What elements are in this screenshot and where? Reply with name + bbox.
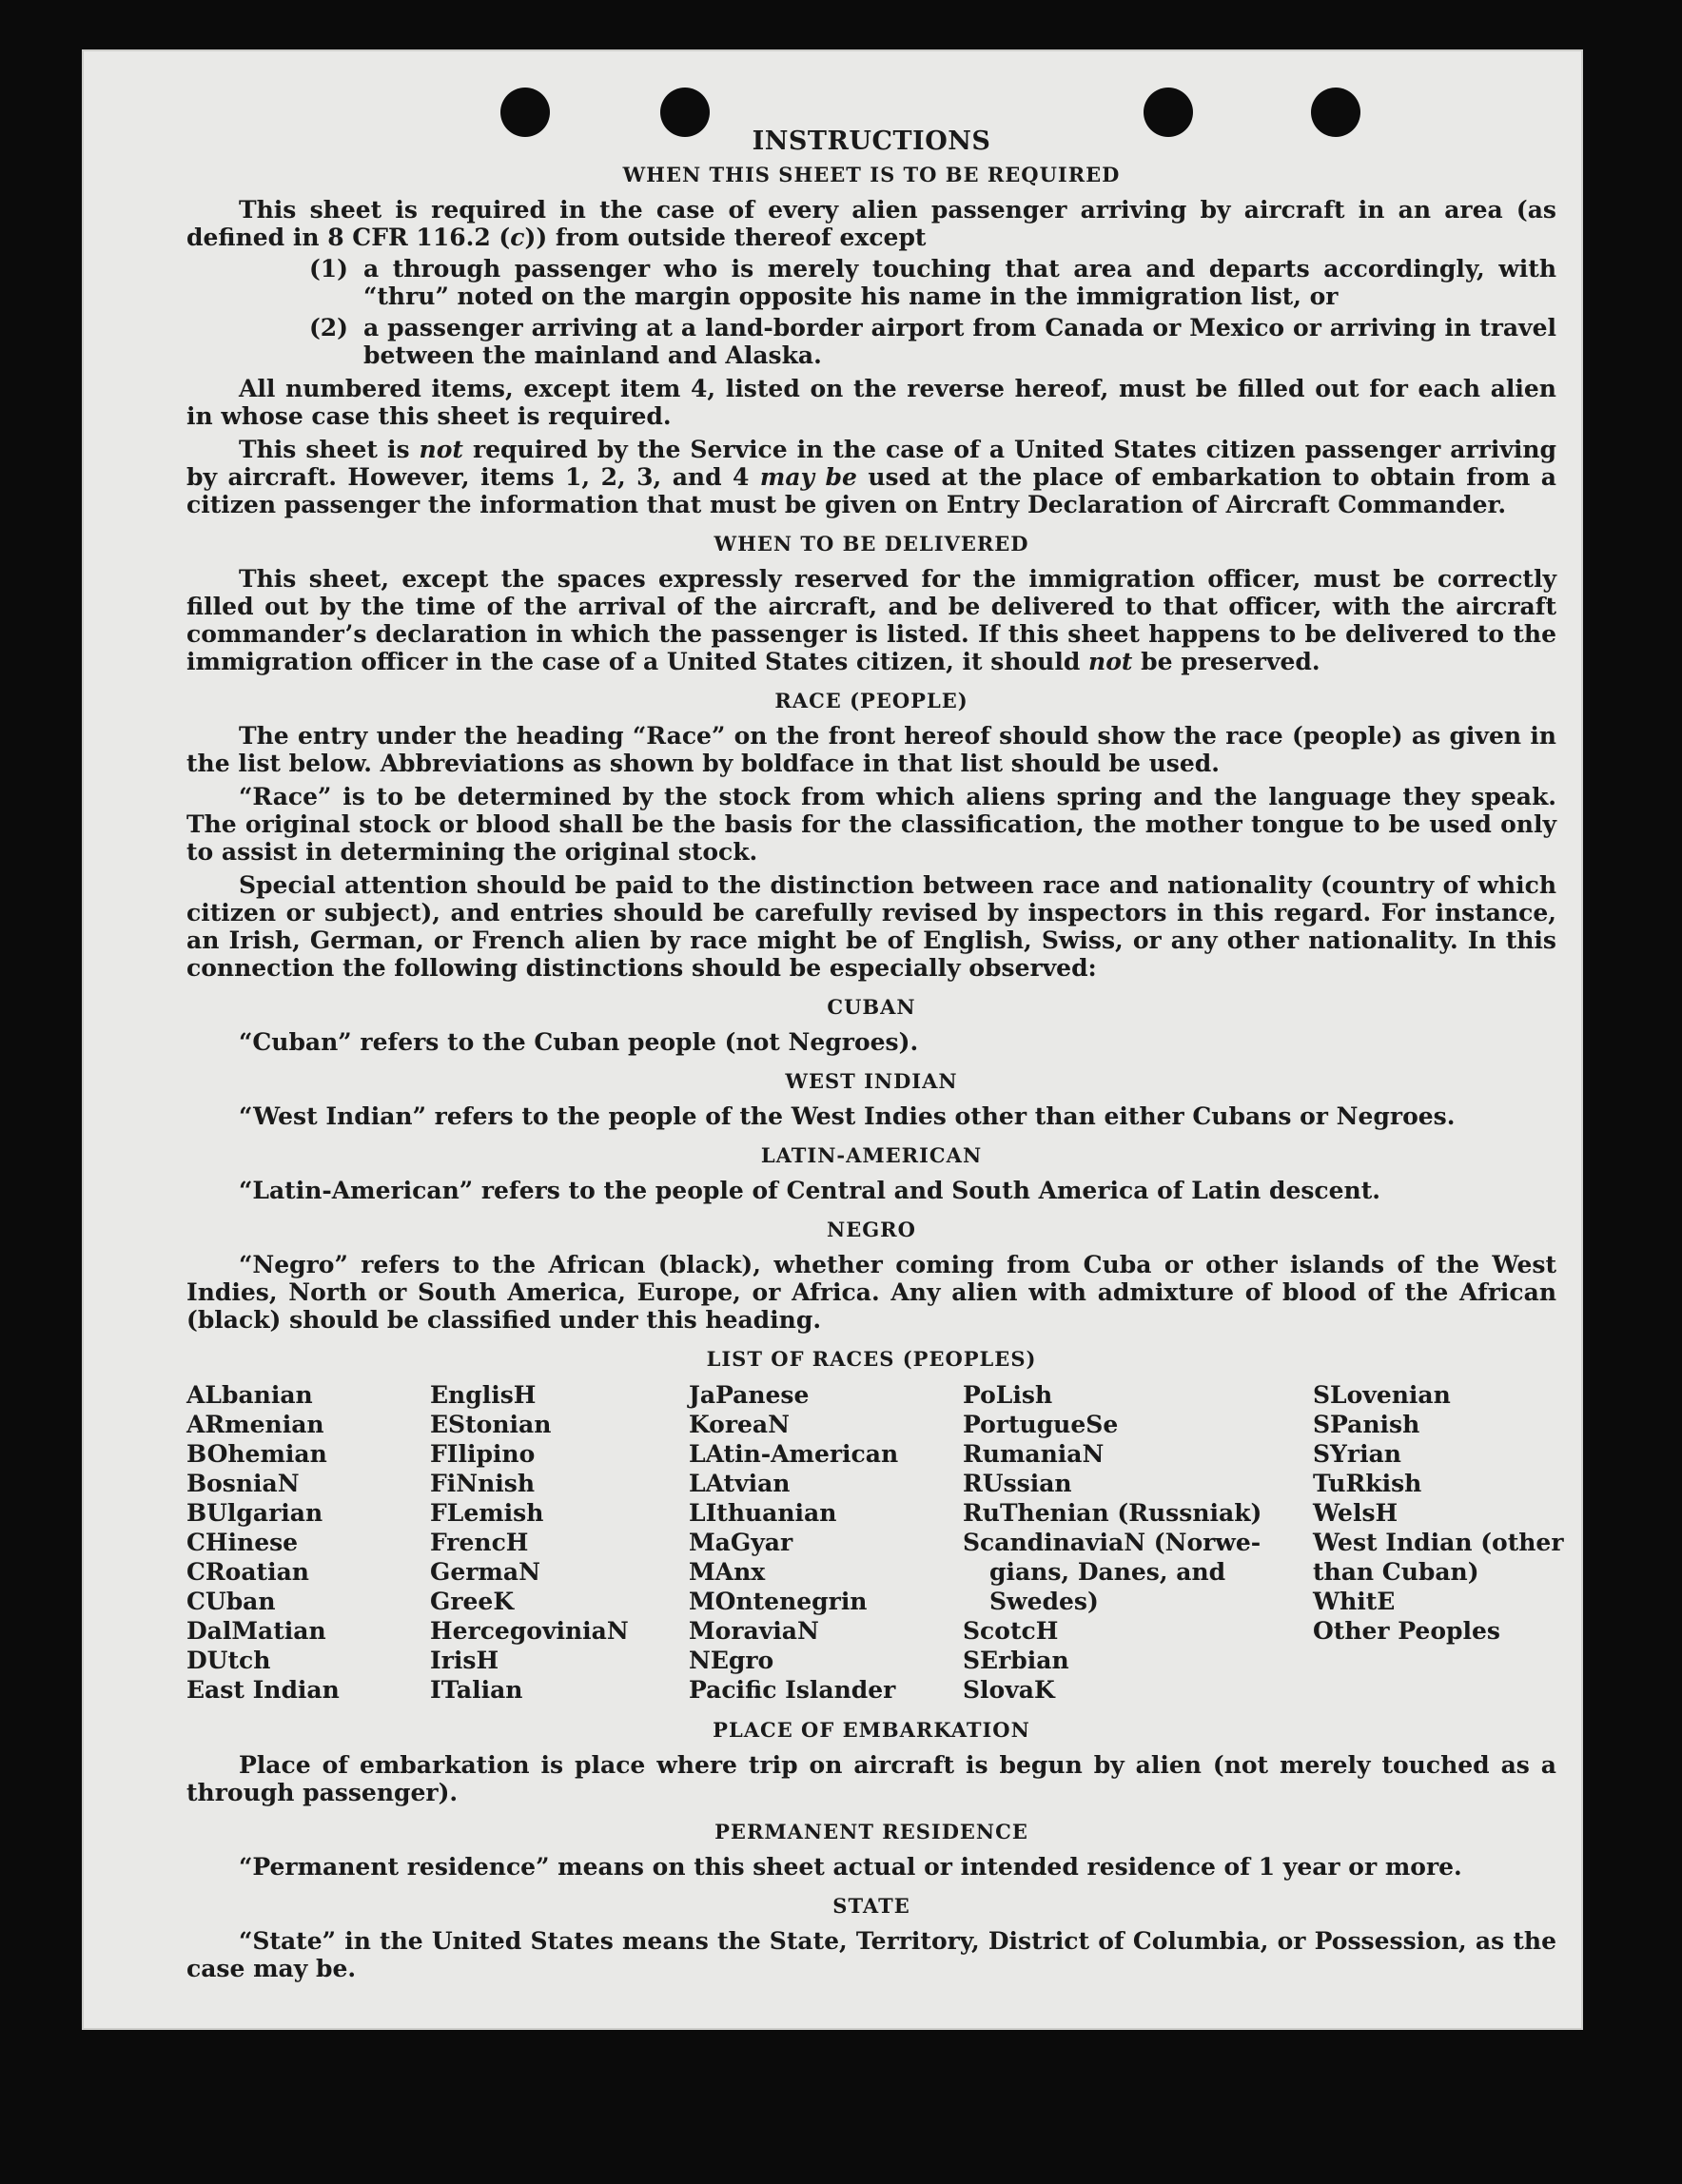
latin-american-heading: LATIN-AMERICAN <box>760 1143 983 1167</box>
race-item: IrisH <box>430 1647 499 1674</box>
race-item: FiNnish <box>430 1470 536 1497</box>
race-item: ALbanian <box>186 1381 313 1409</box>
race-item: JaPanese <box>689 1381 810 1409</box>
page-title: INSTRUCTIONS <box>752 127 991 156</box>
race-item: MAnx <box>689 1558 766 1586</box>
race-item: PoLish <box>963 1381 1053 1409</box>
race-item: MOntenegrin <box>689 1588 868 1615</box>
cuban-heading: CUBAN <box>827 995 916 1019</box>
race-item: BosniaN <box>186 1470 300 1497</box>
race-item: DalMatian <box>186 1617 326 1645</box>
race-item: West Indian (other <box>1313 1529 1564 1556</box>
race-item: SPanish <box>1313 1411 1420 1438</box>
cuban-paragraph: “Cuban” refers to the Cuban people (not Negroes). <box>239 1028 919 1056</box>
west-indian-heading: WEST INDIAN <box>785 1069 958 1093</box>
race-item: ARmenian <box>186 1411 324 1438</box>
race-item: Swedes) <box>989 1588 1099 1615</box>
embarkation-paragraph: Place of embarkation is place where trip on aircraft is begun by alien (not merely touched as a through passenger). <box>186 1751 1556 1806</box>
state-paragraph: “State” in the United States means the State, Territory, District of Columbia, or Possession, as the case may be. <box>186 1927 1556 1982</box>
list-of-races-heading: LIST OF RACES (PEOPLES) <box>706 1347 1037 1371</box>
race-item: EStonian <box>430 1411 552 1438</box>
race-item: SlovaK <box>963 1676 1055 1704</box>
race-item: East Indian <box>186 1676 340 1704</box>
race-list-column-1 <box>186 1380 430 1705</box>
when-delivered-paragraph: This sheet, except the spaces expressly reserved for the immigration officer, must be correctly filled out by the time of the arrival of the aircraft, and be delivered to that officer, with the aircraft commander’s declaration in which the passenger is listed. If this sheet happens to be delivered to the immigration officer in the case of a United States citizen, it should not be preserved. <box>186 565 1556 675</box>
race-item: RumaniaN <box>963 1440 1105 1468</box>
race-item: CRoatian <box>186 1558 309 1586</box>
race-item: FIlipino <box>430 1440 536 1468</box>
race-heading: RACE (PEOPLE) <box>774 689 968 712</box>
race-item: gians, Danes, and <box>989 1558 1226 1586</box>
race-list-column-2 <box>430 1380 689 1705</box>
race-item: WelsH <box>1313 1499 1398 1527</box>
race-item: MaGyar <box>689 1529 793 1556</box>
latin-american-paragraph: “Latin-American” refers to the people of Central and South America of Latin descent. <box>239 1177 1380 1204</box>
race-item: BUlgarian <box>186 1499 323 1527</box>
residence-heading: PERMANENT RESIDENCE <box>714 1820 1028 1843</box>
race-item: Pacific Islander <box>689 1676 896 1704</box>
race-item: LAtin-American <box>689 1440 899 1468</box>
race-item: MoraviaN <box>689 1617 819 1645</box>
race-paragraph-1: The entry under the heading “Race” on the front hereof should show the race (people) as given in the list below. Abbreviations as shown by boldface in that list should be used. <box>186 722 1556 777</box>
exception-item-2: (2) a passenger arriving at a land-border airport from Canada or Mexico or arriving in travel between the mainland and Alaska. <box>308 314 1556 369</box>
race-item: DUtch <box>186 1647 271 1674</box>
race-item: RuThenian (Russniak) <box>963 1499 1262 1527</box>
document-sheet <box>82 49 1583 2030</box>
race-item: PortugueSe <box>963 1411 1119 1438</box>
race-item: SLovenian <box>1313 1381 1451 1409</box>
race-list-column-4 <box>963 1380 1313 1705</box>
race-item: TuRkish <box>1313 1470 1422 1497</box>
race-item: KoreaN <box>689 1411 790 1438</box>
race-paragraph-3: Special attention should be paid to the distinction between race and nationality (country of which citizen or subject), and entries should be carefully revised by inspectors in this regard. For instance, an Irish, German, or French alien by race might be of English, Swiss, or any other nationality. In this connection the following distinctions should be especially observed: <box>186 871 1556 982</box>
race-item: BOhemian <box>186 1440 327 1468</box>
race-item: LAtvian <box>689 1470 791 1497</box>
embarkation-heading: PLACE OF EMBARKATION <box>713 1718 1030 1742</box>
state-heading: STATE <box>832 1894 910 1918</box>
race-item: CUban <box>186 1588 276 1615</box>
negro-heading: NEGRO <box>827 1218 916 1241</box>
race-list-table <box>186 1380 1564 1705</box>
race-item: GermaN <box>430 1558 540 1586</box>
west-indian-paragraph: “West Indian” refers to the people of the West Indies other than either Cubans or Negroes. <box>239 1102 1456 1130</box>
race-item: GreeK <box>430 1588 515 1615</box>
race-item: than Cuban) <box>1313 1558 1479 1586</box>
race-item: ScandinaviaN (Norwe- <box>963 1529 1262 1556</box>
race-item: ScotcH <box>963 1617 1059 1645</box>
race-item: WhitE <box>1313 1588 1396 1615</box>
when-required-intro: This sheet is required in the case of every alien passenger arriving by aircraft in an area (as defined in 8 CFR 116.2 (c)) from outside thereof except <box>186 196 1556 251</box>
race-item: FLemish <box>430 1499 544 1527</box>
race-item: NEgro <box>689 1647 774 1674</box>
race-item: SErbian <box>963 1647 1069 1674</box>
residence-paragraph: “Permanent residence” means on this sheet actual or intended residence of 1 year or more. <box>239 1853 1462 1881</box>
race-item: FrencH <box>430 1529 529 1556</box>
when-delivered-heading: WHEN TO BE DELIVERED <box>714 532 1029 556</box>
exception-item-1: (1) a through passenger who is merely touching that area and departs accordingly, with “thru” noted on the margin opposite his name in the immigration list, or <box>308 255 1556 310</box>
race-item: ITalian <box>430 1676 523 1704</box>
race-list-column-3 <box>689 1380 963 1705</box>
race-item: RUssian <box>963 1470 1072 1497</box>
race-item: SYrian <box>1313 1440 1401 1468</box>
numbered-items-paragraph: All numbered items, except item 4, listed on the reverse hereof, must be filled out for each alien in whose case this sheet is required. <box>186 375 1556 430</box>
instructions-body <box>186 127 1564 1982</box>
when-required-heading: WHEN THIS SHEET IS TO BE REQUIRED <box>622 163 1121 186</box>
citizen-paragraph: This sheet is not required by the Service in the case of a United States citizen passenger arriving by aircraft. However, items 1, 2, 3, and 4 may be used at the place of embarkation to obtain from a citizen passenger the information that must be given on Entry Declaration of Aircraft Commander. <box>186 436 1556 518</box>
negro-paragraph: “Negro” refers to the African (black), whether coming from Cuba or other islands of the West Indies, North or South America, Europe, or Africa. Any alien with admixture of blood of the African (black) should be classified under this heading. <box>186 1251 1556 1334</box>
race-item: Other Peoples <box>1313 1617 1500 1645</box>
race-item: EnglisH <box>430 1381 537 1409</box>
race-list-column-5 <box>1313 1380 1564 1705</box>
race-item: CHinese <box>186 1529 299 1556</box>
race-item: HercegoviniaN <box>430 1617 629 1645</box>
race-item: LIthuanian <box>689 1499 837 1527</box>
race-paragraph-2: “Race” is to be determined by the stock from which aliens spring and the language they speak. The original stock or blood shall be the basis for the classification, the mother tongue to be used only to assist in determining the original stock. <box>186 783 1556 866</box>
